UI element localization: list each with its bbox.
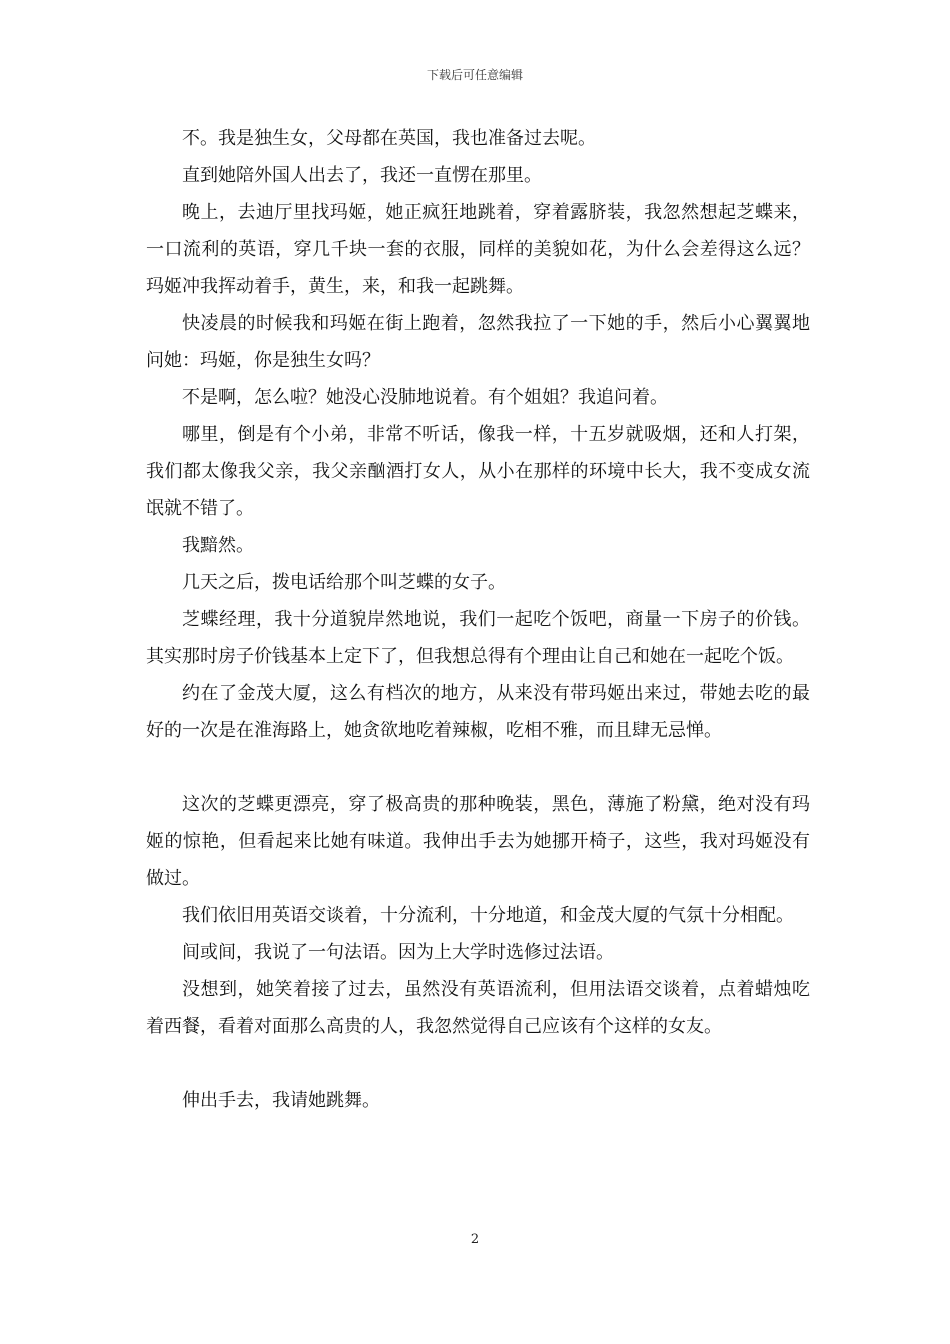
paragraph: 间或间，我说了一句法语。因为上大学时选修过法语。: [182, 942, 614, 963]
paragraph: 这次的芝蝶更漂亮，穿了极高贵的那种晚装，黑色，薄施了粉黛，绝对没有玛姬的惊艳，但看起来比她有味道。我伸出手去为她挪开椅子，这些，我对玛姬没有做过。: [146, 794, 810, 889]
page-header: 下载后可任意编辑: [426, 68, 523, 82]
paragraph: 伸出手去，我请她跳舞。: [182, 1090, 380, 1111]
paragraph: 快凌晨的时候我和玛姬在街上跑着，忽然我拉了一下她的手，然后小心翼翼地问她：玛姬，你是独生女吗？: [146, 313, 810, 371]
page-number: 2: [470, 1232, 480, 1247]
paragraph: 晚上，去迪厅里找玛姬，她正疯狂地跳着，穿着露脐装，我忽然想起芝蝶来，一口流利的英语，穿几千块一套的衣服，同样的美貌如花，为什么会差得这么远？玛姬冲我挥动着手，黄生，来，和我一起跳舞。: [146, 202, 810, 297]
paragraph: 不是啊，怎么啦？她没心没肺地说着。有个姐姐？我追问着。: [182, 387, 668, 408]
paragraph: 不。我是独生女，父母都在英国，我也准备过去呢。: [182, 128, 596, 149]
paragraph: 约在了金茂大厦，这么有档次的地方，从来没有带玛姬出来过，带她去吃的最好的一次是在淮海路上，她贪欲地吃着辣椒，吃相不雅，而且肆无忌惮。: [146, 683, 810, 741]
paragraph: 芝蝶经理，我十分道貌岸然地说，我们一起吃个饭吧，商量一下房子的价钱。其实那时房子价钱基本上定下了，但我想总得有个理由让自己和她在一起吃个饭。: [146, 609, 810, 667]
paragraph: 几天之后，拨电话给那个叫芝蝶的女子。: [182, 572, 506, 593]
paragraph: 我们依旧用英语交谈着，十分流利，十分地道，和金茂大厦的气氛十分相配。: [182, 905, 794, 926]
paragraph: 直到她陪外国人出去了，我还一直愣在那里。: [182, 165, 542, 186]
paragraph: 我黯然。: [182, 535, 254, 556]
paragraph: 哪里，倒是有个小弟，非常不听话，像我一样，十五岁就吸烟，还和人打架，我们都太像我父亲，我父亲酗酒打女人，从小在那样的环境中长大，我不变成女流氓就不错了。: [146, 424, 810, 519]
paragraph: 没想到，她笑着接了过去，虽然没有英语流利，但用法语交谈着，点着蜡烛吃着西餐，看着对面那么高贵的人，我忽然觉得自己应该有个这样的女友。: [146, 979, 810, 1037]
body-text: [146, 120, 810, 1119]
